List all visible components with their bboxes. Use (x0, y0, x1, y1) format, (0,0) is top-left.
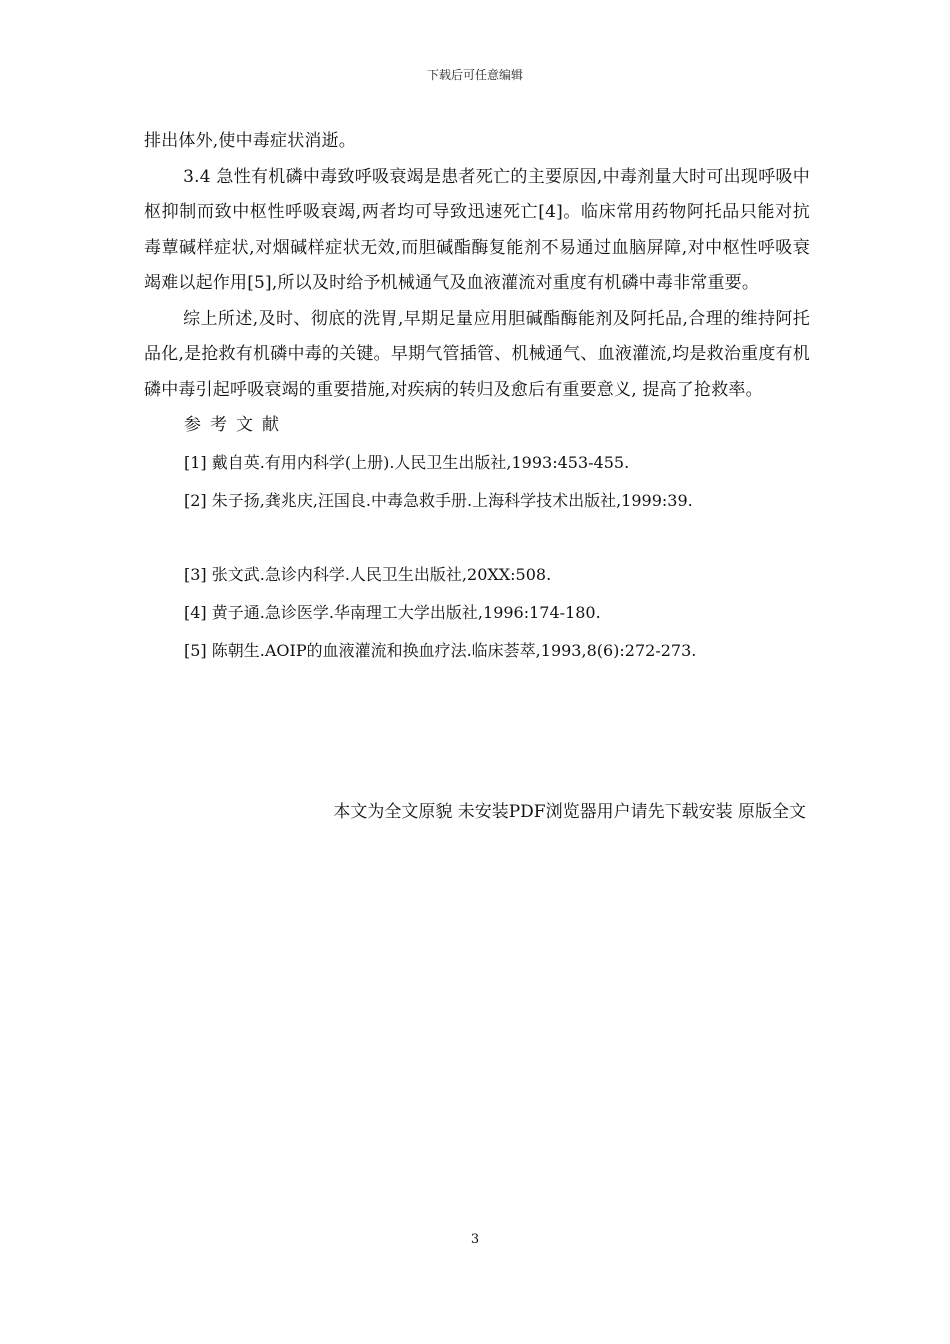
paragraph-summary: 综上所述,及时、彻底的洗胃,早期足量应用胆碱酯酶能剂及阿托品,合理的维持阿托品化,是抢救有机磷中毒的关键。早期气管插管、机械通气、血液灌流,均是救治重度有机磷中毒引起呼吸衰竭的重要措施,对疾病的转归及愈后有重要意义, 提高了抢救率。 (144, 308, 810, 400)
download-note: 本文为全文原貌 未安装PDF浏览器用户请先下载安装 原版全文 (333, 802, 806, 822)
reference-item: [3] 张文武.急诊内科学.人民卫生出版社,20XX:508. (184, 564, 552, 584)
reference-item: [2] 朱子扬,龚兆庆,汪国良.中毒急救手册.上海科学技术出版社,1999:39. (184, 490, 693, 510)
reference-item: [4] 黄子通.急诊医学.华南理工大学出版社,1996:174-180. (184, 602, 601, 622)
reference-item: [1] 戴自英.有用内科学(上册).人民卫生出版社,1993:453-455. (184, 452, 630, 472)
document-body (144, 124, 810, 670)
reference-list (144, 444, 810, 670)
references-heading: 参考文献 (184, 415, 288, 435)
paragraph-section-3-4: 3.4 急性有机磷中毒致呼吸衰竭是患者死亡的主要原因,中毒剂量大时可出现呼吸中枢抑制而致中枢性呼吸衰竭,两者均可导致迅速死亡[4]。临床常用药物阿托品只能对抗毒蕈碱样症状,对烟碱样症状无效,而胆碱酯酶复能剂不易通过血脑屏障,对中枢性呼吸衰竭难以起作用[5],所以及时给予机械通气及血液灌流对重度有机磷中毒非常重要。 (144, 166, 810, 293)
page-header: 下载后可任意编辑 (426, 68, 523, 82)
paragraph-continuation: 排出体外,使中毒症状消逝。 (144, 131, 357, 151)
reference-spacer (144, 520, 810, 556)
page-number: 3 (470, 1232, 480, 1247)
reference-item: [5] 陈朝生.AOIP的血液灌流和换血疗法.临床荟萃,1993,8(6):272-273. (184, 640, 697, 660)
